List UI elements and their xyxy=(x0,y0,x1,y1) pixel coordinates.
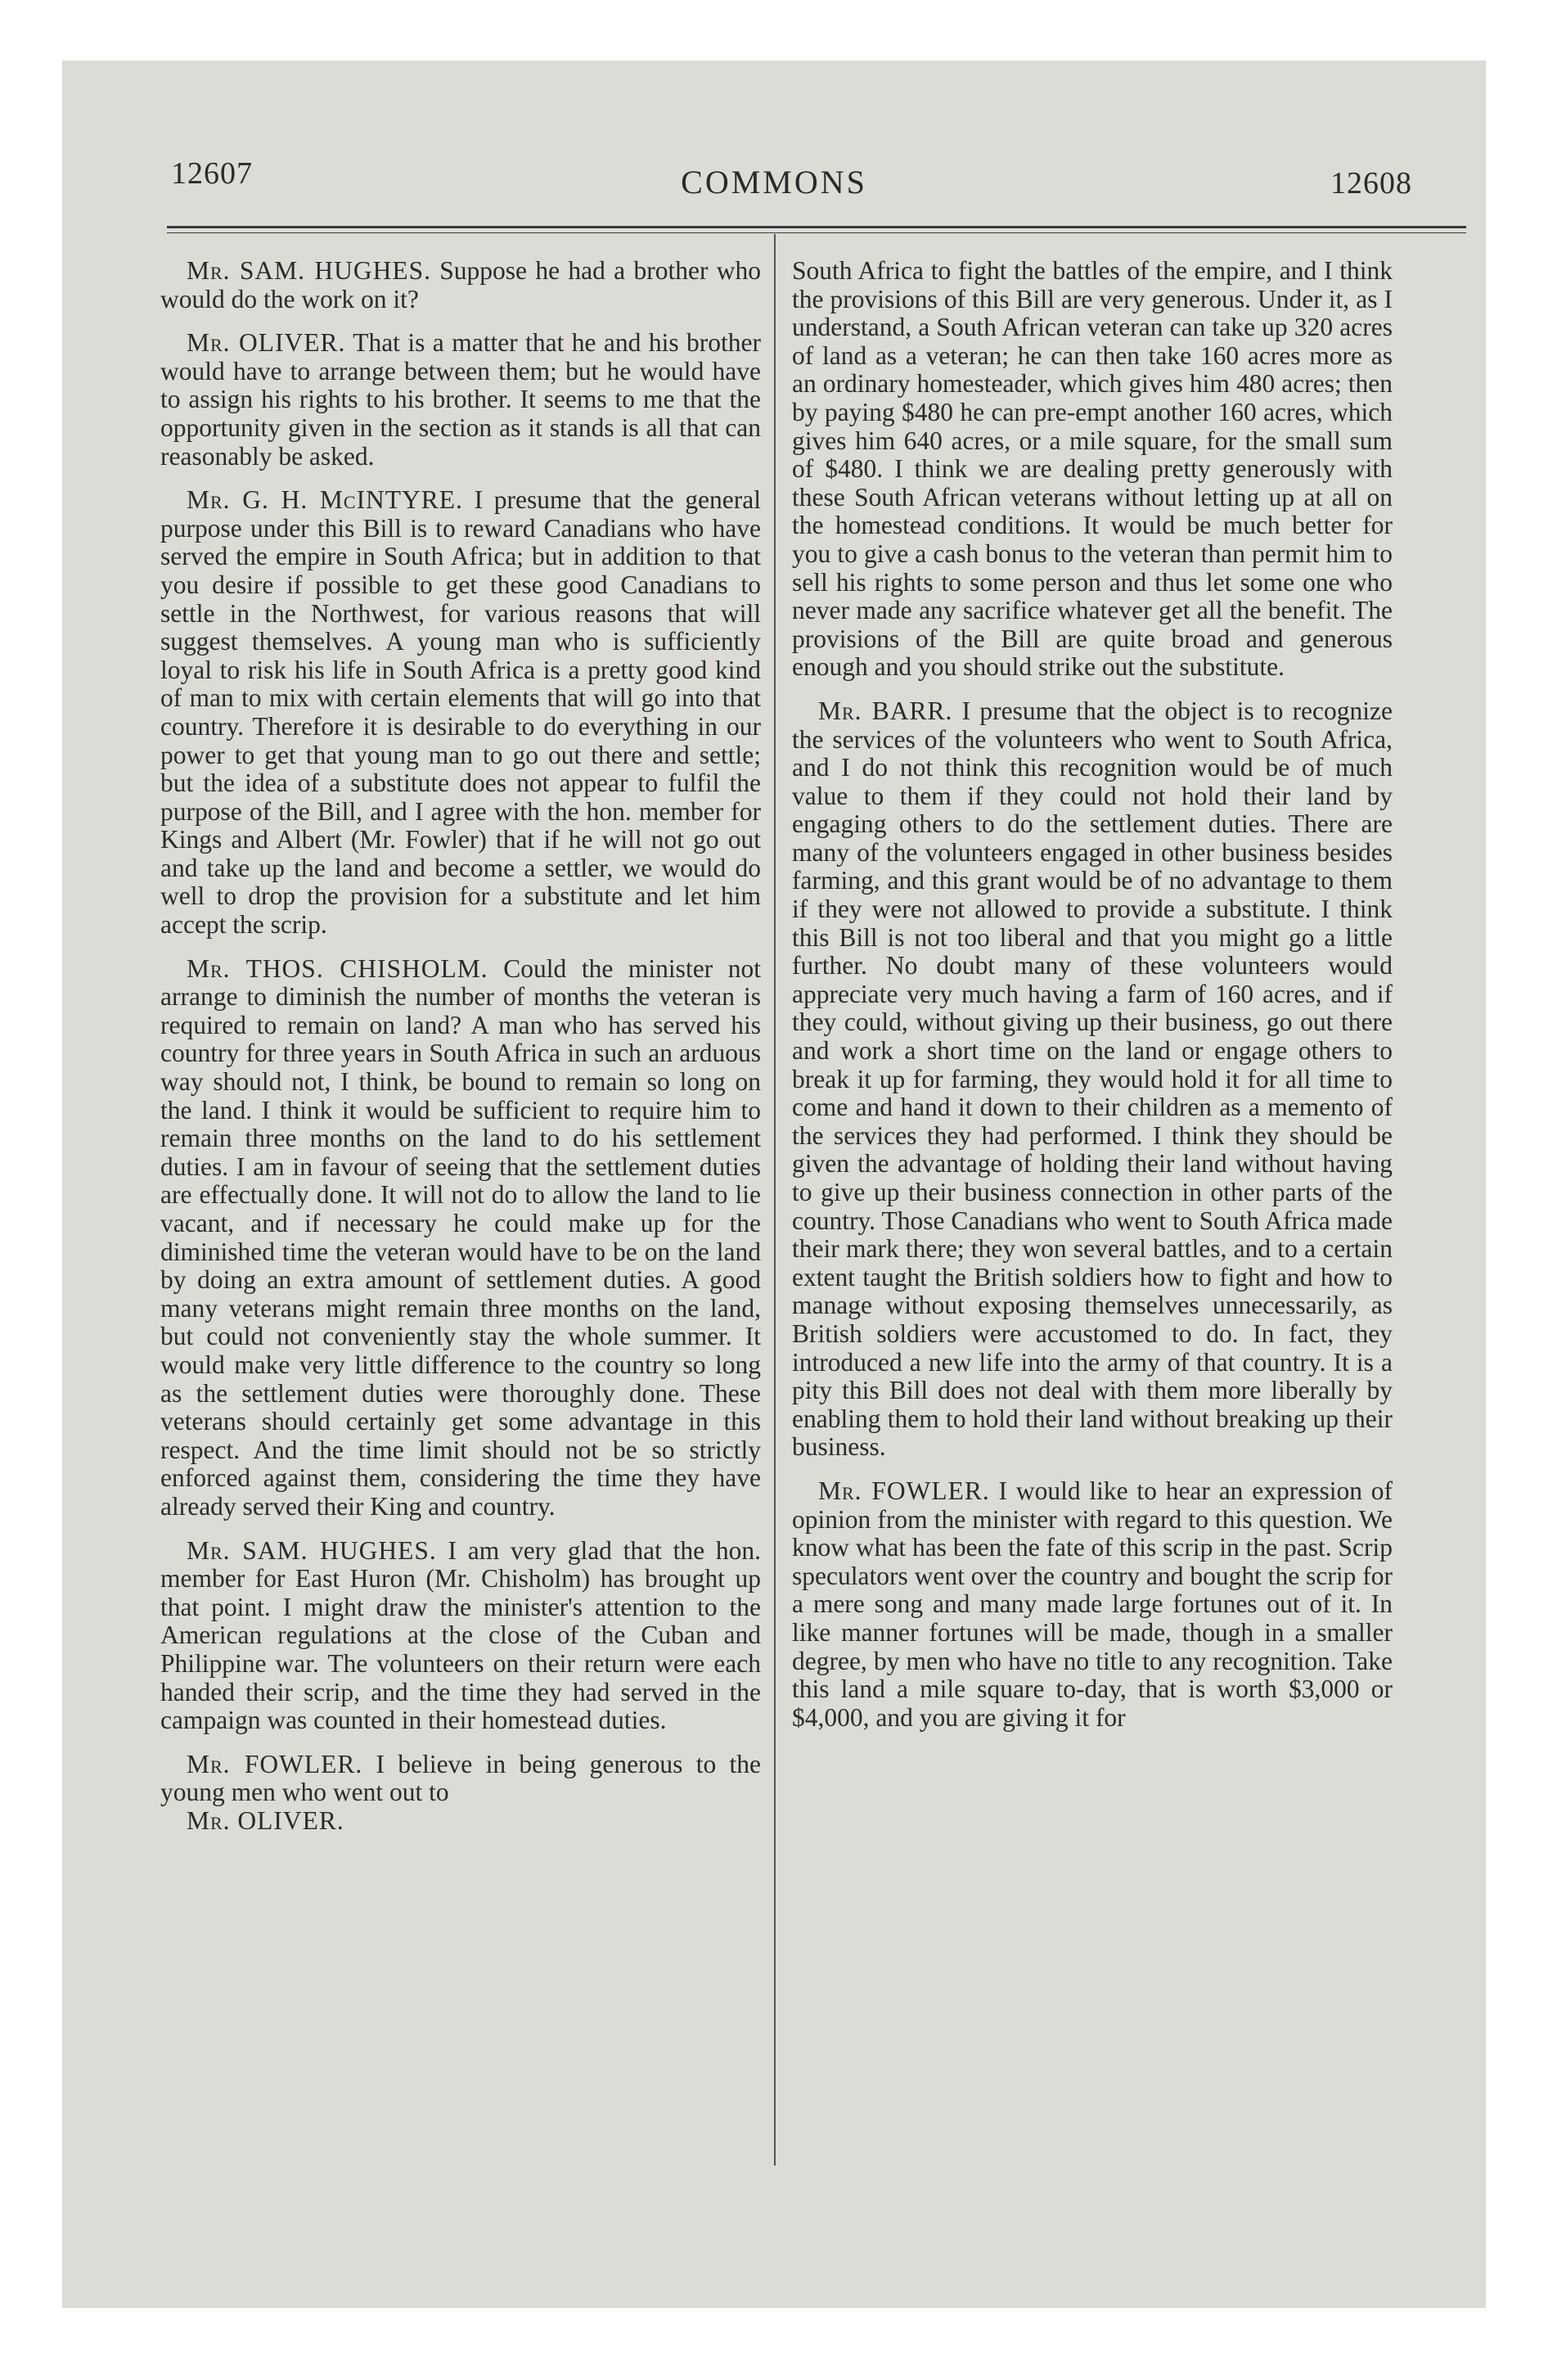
speech-paragraph xyxy=(160,486,761,940)
speaker-name: Mr. FOWLER. xyxy=(187,1749,363,1778)
speaker-name: Mr. FOWLER. xyxy=(818,1476,990,1505)
page-number-left: 12607 xyxy=(171,156,253,191)
page-number-right: 12608 xyxy=(1330,166,1412,201)
speech-paragraph xyxy=(160,955,761,1521)
speech-text: I presume that the general purpose under this Bill is to reward Canadians who have served the empire in South Africa; but in addition to that you desire if possible to get these good Canadians to settle in the Northwest, for various reasons that will suggest themselves. A young man who is sufficiently loyal to risk his life in South Africa is a pretty good kind of man to mix with certain elements that will go into that country. Therefore it is desirable to do everything in our power to get that young man to go out there and settle; but the idea of a substitute does not appear to fulfil the purpose of the Bill, and I agree with the hon. member for Kings and Albert (Mr. Fowler) that if he will not go out and take up the land and become a settler, we would do well to drop the provision for a substitute and let him accept the scrip. xyxy=(160,485,761,940)
speech-paragraph xyxy=(792,257,1393,682)
left-column xyxy=(160,257,761,1835)
speaker-name: Mr. THOS. CHISHOLM. xyxy=(187,953,488,983)
header-rule xyxy=(167,226,1466,233)
speech-text: South Africa to fight the battles of the empire, and I think the provisions of this Bill are very generous. Under it, as I understand, a South African veteran can take up 320 acres of land as a veteran; he can then take 160 acres more as an ordinary homesteader, which gives him 480 acres; then by paying $480 he can pre-empt another 160 acres, which gives him 640 acres, or a mile square, for the small sum of $480. I think we are dealing pretty generously with these South African veterans without letting up at all on the homestead conditions. It would be much better for you to give a cash bonus to the veteran than permit him to sell his rights to some person and thus let some one who never made any sacrifice whatever get all the benefit. The provisions of the Bill are quite broad and generous enough and you should strike out the substitute. xyxy=(792,256,1393,682)
hansard-page xyxy=(62,61,1486,2308)
right-column xyxy=(792,257,1393,1732)
speech-paragraph xyxy=(160,1537,761,1735)
speech-paragraph xyxy=(160,1751,761,1807)
speech-text: I presume that the object is to recognize the services of the volunteers who went to South Africa, and I do not think this recognition would be of much value to them if they could not hold their land by engaging others to do the settlement duties. There are many of the volunteers engaged in other business besides farming, and this grant would be of no advantage to them if they were not allowed to provide a substitute. I think this Bill is not too liberal and that you might go a little further. No doubt many of these volunteers would appreciate very much having a farm of 160 acres, and if they could, without giving up their business, go out there and work a short time on the land or engage others to break it up for farming, they would hold it for all time to come and hand it down to their children as a memento of the services they had performed. I think they should be given the advantage of holding their land without having to give up their business connection in other parts of the country. Those Canadians who went to South Africa made their mark there; they won several battles, and to a certain extent taught the British soldiers how to fight and how to manage without exposing themselves unnecessarily, as British soldiers were accustomed to do. In fact, they introduced a new life into the army of that country. It is a pity this Bill does not deal with them more liberally by enabling them to hold their land without breaking up their business. xyxy=(792,696,1393,1462)
speech-paragraph xyxy=(792,1477,1393,1732)
speech-paragraph xyxy=(160,329,761,471)
speech-paragraph xyxy=(160,257,761,313)
speaker-name: Mr. SAM. HUGHES. xyxy=(187,1535,437,1565)
speech-paragraph xyxy=(160,1807,761,1836)
speech-text: I would like to hear an expression of opinion from the minister with regard to this question. We know what has been the fate of this scrip in the past. Scrip speculators went over the country and bought the scrip for a mere song and many made large fortunes out of it. In like manner fortunes will be made, though in a smaller degree, by men who have no title to any recognition. Take this land a mile square to-day, that is worth $3,000 or $4,000, and you are giving it for xyxy=(792,1476,1393,1732)
speaker-name: Mr. BARR. xyxy=(818,696,953,725)
speech-text: I believe in being generous to the young men who went out to xyxy=(160,1749,761,1807)
speech-text: Could the minister not arrange to diminish the number of months the veteran is required to remain on land? A man who has served his country for three years in South Africa in such an arduous way should not, I think, be bound to remain so long on the land. I think it would be sufficient to require him to remain three months on the land to do his settlement duties. I am in favour of seeing that the settlement duties are effectually done. It will not do to allow the land to lie vacant, and if necessary he could make up for the diminished time the veteran would have to be on the land by doing an extra amount of settlement duties. A good many veterans might remain three months on the land, but could not conveniently stay the whole summer. It would make very little difference to the country so long as the settlement duties were thoroughly done. These veterans should certainly get some advantage in this respect. And the time limit should not be so strictly enforced against them, considering the time they have already served their King and country. xyxy=(160,953,762,1521)
speech-text: That is a matter that he and his brother would have to arrange between them; but he would have to assign his rights to his brother. It seems to me that the opportunity given in the section as it stands is all that can reasonably be asked. xyxy=(160,328,761,471)
speaker-name: Mr. OLIVER. xyxy=(187,1805,344,1835)
running-title: COMMONS xyxy=(681,164,867,201)
speaker-name: Mr. G. H. McINTYRE. xyxy=(187,485,463,515)
speech-text: I am very glad that the hon. member for East Huron (Mr. Chisholm) has brought up that point. I might draw the minister's attention to the American regulations at the close of the Cuban and Philippine war. The volunteers on their return were each handed their scrip, and the time they had served in the campaign was counted in their homestead duties. xyxy=(160,1535,761,1735)
speaker-name: Mr. OLIVER. xyxy=(187,328,346,358)
speech-paragraph xyxy=(792,697,1393,1462)
column-divider xyxy=(774,234,776,2166)
speech-text: Suppose he had a brother who would do the work on it? xyxy=(160,256,761,313)
speaker-name: Mr. SAM. HUGHES. xyxy=(187,256,431,285)
